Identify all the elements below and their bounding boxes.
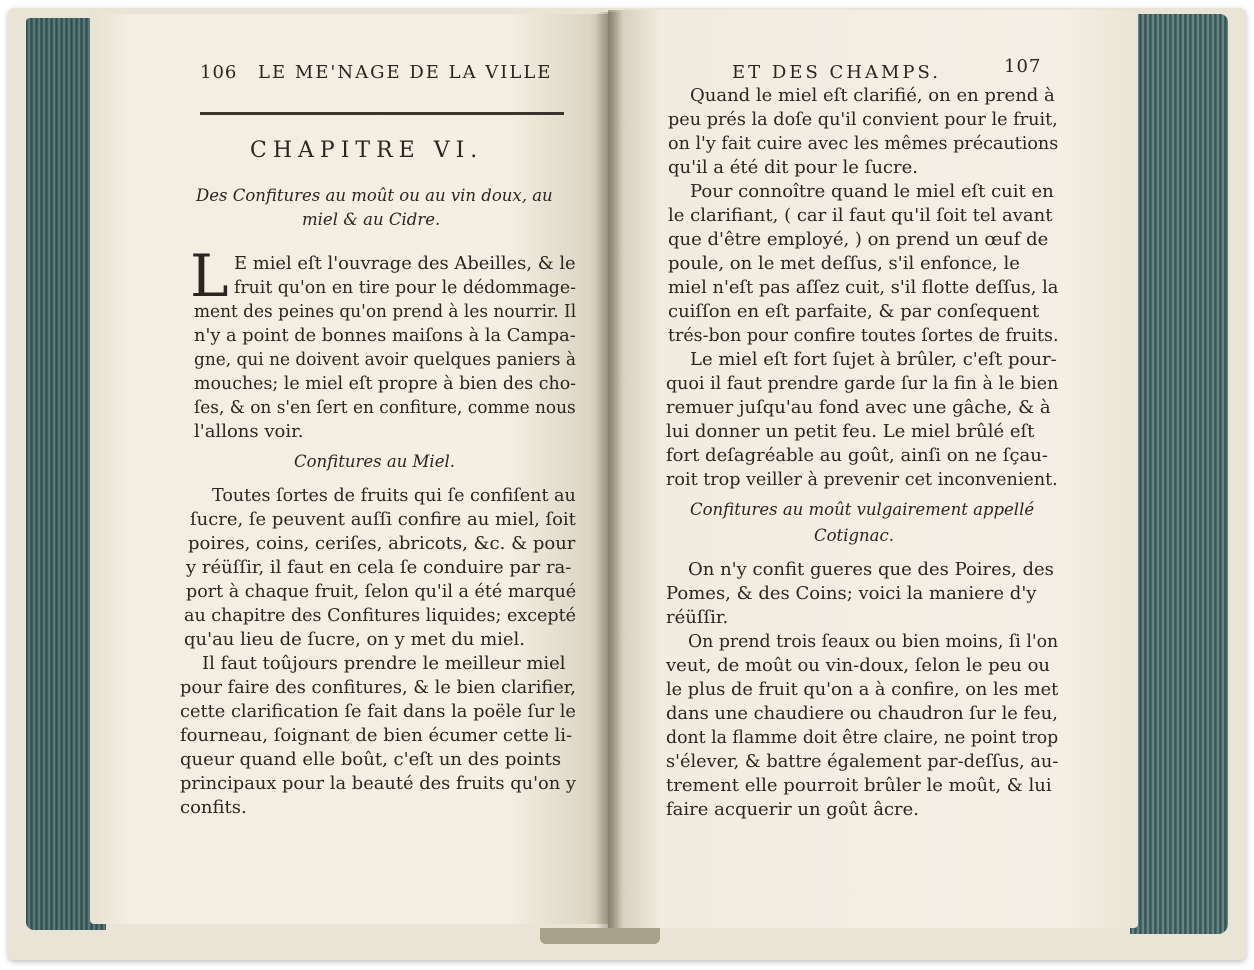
text-line: queur quand elle boût, c'eſt un des points (180, 749, 562, 770)
text-line: poires, coins, ceriſes, abricots, &c. & pour (188, 533, 576, 554)
text-line: le plus de fruit qu'on a à confire, on les met (666, 679, 1059, 700)
text-line: trés-bon pour confire toutes ſortes de fruits. (668, 325, 1059, 346)
right-running-head: ET DES CHAMPS. (732, 62, 941, 83)
section-title-line: Des Confitures au moût ou au vin doux, au (196, 186, 553, 205)
header-rule (200, 112, 564, 115)
text-line: cuiſſon en eſt parfaite, & par conſequent (668, 301, 1040, 322)
text-line: ſucre, ſe peuvent auſſi confire au miel, ſoit (190, 509, 576, 530)
text-line: port à chaque fruit, ſelon qu'il a été marqué (186, 581, 577, 602)
gutter-shadow (596, 12, 622, 928)
text-line: Pour connoître quand le miel eſt cuit en (690, 181, 1054, 202)
left-page-number: 106 (200, 62, 238, 83)
text-line: qu'au lieu de ſucre, on y met du miel. (184, 629, 526, 650)
text-line: réüſſir. (666, 607, 729, 628)
text-line: cette clarification ſe fait dans la poële ſur le (180, 701, 576, 722)
right-page-edges (1130, 14, 1228, 934)
text-line: on l'y fait cuire avec les mêmes précautions (668, 133, 1059, 154)
text-line: On prend trois ſeaux ou bien moins, ſi l'on (688, 631, 1059, 652)
text-line: Il faut toûjours prendre le meilleur miel (202, 653, 566, 674)
text-line: trement elle pourroit brûler le moût, & lui (666, 775, 1052, 796)
drop-cap: L (190, 242, 229, 310)
text-line: qu'il a été dit pour le ſucre. (668, 157, 918, 178)
text-line: remuer juſqu'au fond avec une gâche, & à (666, 397, 1051, 418)
chapter-title: CHAPITRE VI. (250, 138, 484, 163)
text-line: faire acquerir un goût âcre. (666, 799, 920, 820)
right-page-number: 107 (1004, 56, 1042, 77)
text-line: miel n'eſt pas aſſez cuit, s'il flotte deſſus, la (668, 277, 1059, 298)
text-line: veut, de moût ou vin-doux, ſelon le peu ou (666, 655, 1051, 676)
text-line: n'y a point de bonnes maiſons à la Campa- (194, 325, 576, 346)
subheading: Confitures au Miel. (294, 452, 455, 471)
text-line: confits. (180, 797, 247, 818)
text-line: peu prés la doſe qu'il convient pour le fruit, (668, 109, 1058, 130)
text-line: Quand le miel eſt clarifié, on en prend à (690, 85, 1055, 106)
text-line: au chapitre des Confitures liquides; excepté (184, 605, 576, 626)
text-line: fourneau, ſoignant de bien écumer cette li- (180, 725, 573, 746)
text-line: principaux pour la beauté des fruits qu'on y (180, 773, 576, 794)
text-line: s'élever, & battre également par-deſſus, au- (666, 751, 1059, 772)
text-line: gne, qui ne doivent avoir quelques paniers à (194, 349, 576, 370)
text-line: E miel eſt l'ouvrage des Abeilles, & le (234, 253, 576, 274)
subheading-line: Cotignac. (814, 526, 894, 545)
text-line: lui donner un petit feu. Le miel brûlé eſt (666, 421, 1035, 442)
text-line: mouches; le miel eſt propre à bien des cho- (194, 373, 577, 394)
text-line: l'allons voir. (194, 421, 304, 442)
text-line: ment des peines qu'on prend à les nourrir. Il (194, 301, 577, 322)
text-line: le clarifiant, ( car il faut qu'il ſoit tel avant (668, 205, 1053, 226)
text-line: pour faire des confitures, & le bien clarifier, (180, 677, 576, 698)
text-line: roit trop veiller à prevenir cet inconvenient. (666, 469, 1058, 490)
text-line: Pomes, & des Coins; voici la maniere d'y (666, 583, 1037, 604)
text-line: y réüſſir, il faut en cela ſe conduire par ra- (186, 557, 572, 578)
text-line: dans une chaudiere ou chaudron ſur le feu, (666, 703, 1058, 724)
section-title-line: miel & au Cidre. (302, 210, 441, 229)
text-line: On n'y confit gueres que des Poires, des (688, 559, 1054, 580)
subheading-line: Confitures au moût vulgairement appellé (690, 500, 1035, 519)
text-line: que d'être employé, ) on prend un œuf de (668, 229, 1049, 250)
text-line: ſes, & on s'en ſert en confiture, comme nous (194, 397, 576, 418)
text-line: quoi il faut prendre garde ſur la fin à le bien (666, 373, 1059, 394)
text-line: Toutes ſortes de fruits qui ſe confiſent au (212, 485, 576, 506)
text-line: fruit qu'on en tire pour le dédommage- (234, 277, 576, 298)
text-line: dont la flamme doit être claire, ne point trop (666, 727, 1059, 748)
text-line: fort deſagréable au goût, ainſi on ne ſçau- (666, 445, 1048, 466)
spine-tail (540, 928, 660, 944)
text-line: poule, on le met deſſus, s'il enfonce, le (668, 253, 1020, 274)
left-running-head: LE ME'NAGE DE LA VILLE (258, 62, 553, 83)
text-line: Le miel eſt fort ſujet à brûler, c'eſt pour- (690, 349, 1057, 370)
